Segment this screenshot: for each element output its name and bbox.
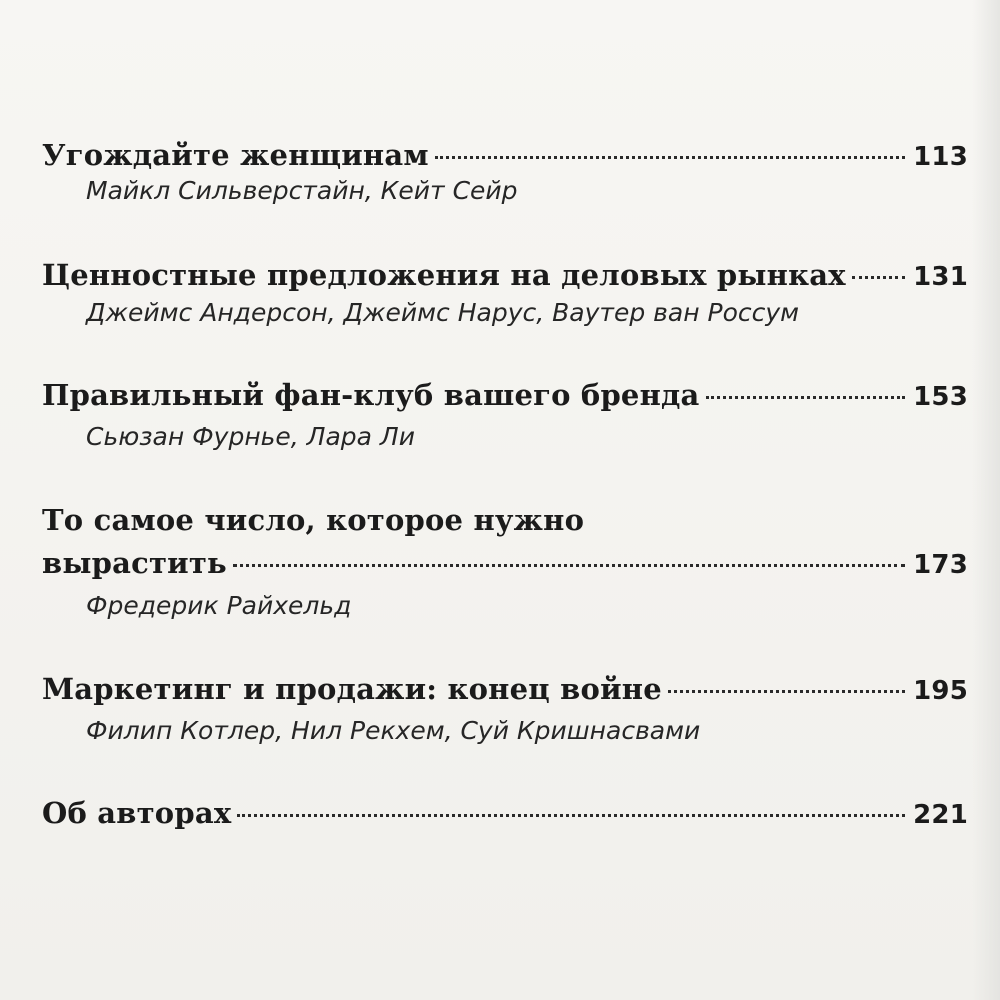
toc-entry-page: 195	[913, 676, 968, 706]
toc-entry-authors: Сьюзан Фурнье, Лара Ли	[86, 422, 415, 451]
toc-entry-page: 131	[913, 262, 968, 292]
dot-leader	[233, 564, 905, 567]
toc-entry-title: Правильный фан-клуб вашего бренда	[42, 378, 700, 412]
toc-entry-authors: Джеймс Андерсон, Джеймс Нарус, Ваутер ван Россум	[86, 298, 800, 327]
toc-entry-2	[42, 258, 968, 292]
toc-entry-3	[42, 378, 968, 412]
toc-entry-title: Ценностные предложения на деловых рынках	[42, 258, 846, 292]
dot-leader	[237, 814, 905, 817]
toc-entry-4	[42, 546, 968, 580]
toc-entry-1	[42, 138, 968, 172]
toc-entry-page: 221	[913, 800, 968, 830]
dot-leader	[668, 690, 905, 693]
dot-leader	[435, 156, 905, 159]
dot-leader	[706, 396, 906, 399]
toc-entry-page: 113	[913, 142, 968, 172]
toc-entry-title: Маркетинг и продажи: конец войне	[42, 672, 662, 706]
toc-entry-page: 173	[913, 550, 968, 580]
toc-entry-authors: Филип Котлер, Нил Рекхем, Суй Кришнасвами	[86, 716, 701, 745]
dot-leader	[852, 276, 905, 279]
toc-entry-title: вырастить	[42, 546, 227, 580]
toc-entry-6	[42, 796, 968, 830]
toc-entry-4-title-line1: То самое число, которое нужно	[42, 503, 585, 537]
toc-entry-title: Угождайте женщинам	[42, 138, 429, 172]
toc-entry-title: Об авторах	[42, 796, 232, 830]
toc-entry-5	[42, 672, 968, 706]
toc-entry-authors: Фредерик Райхельд	[86, 591, 352, 620]
toc-entry-page: 153	[913, 382, 968, 412]
toc-entry-authors: Майкл Сильверстайн, Кейт Сейр	[86, 176, 518, 205]
